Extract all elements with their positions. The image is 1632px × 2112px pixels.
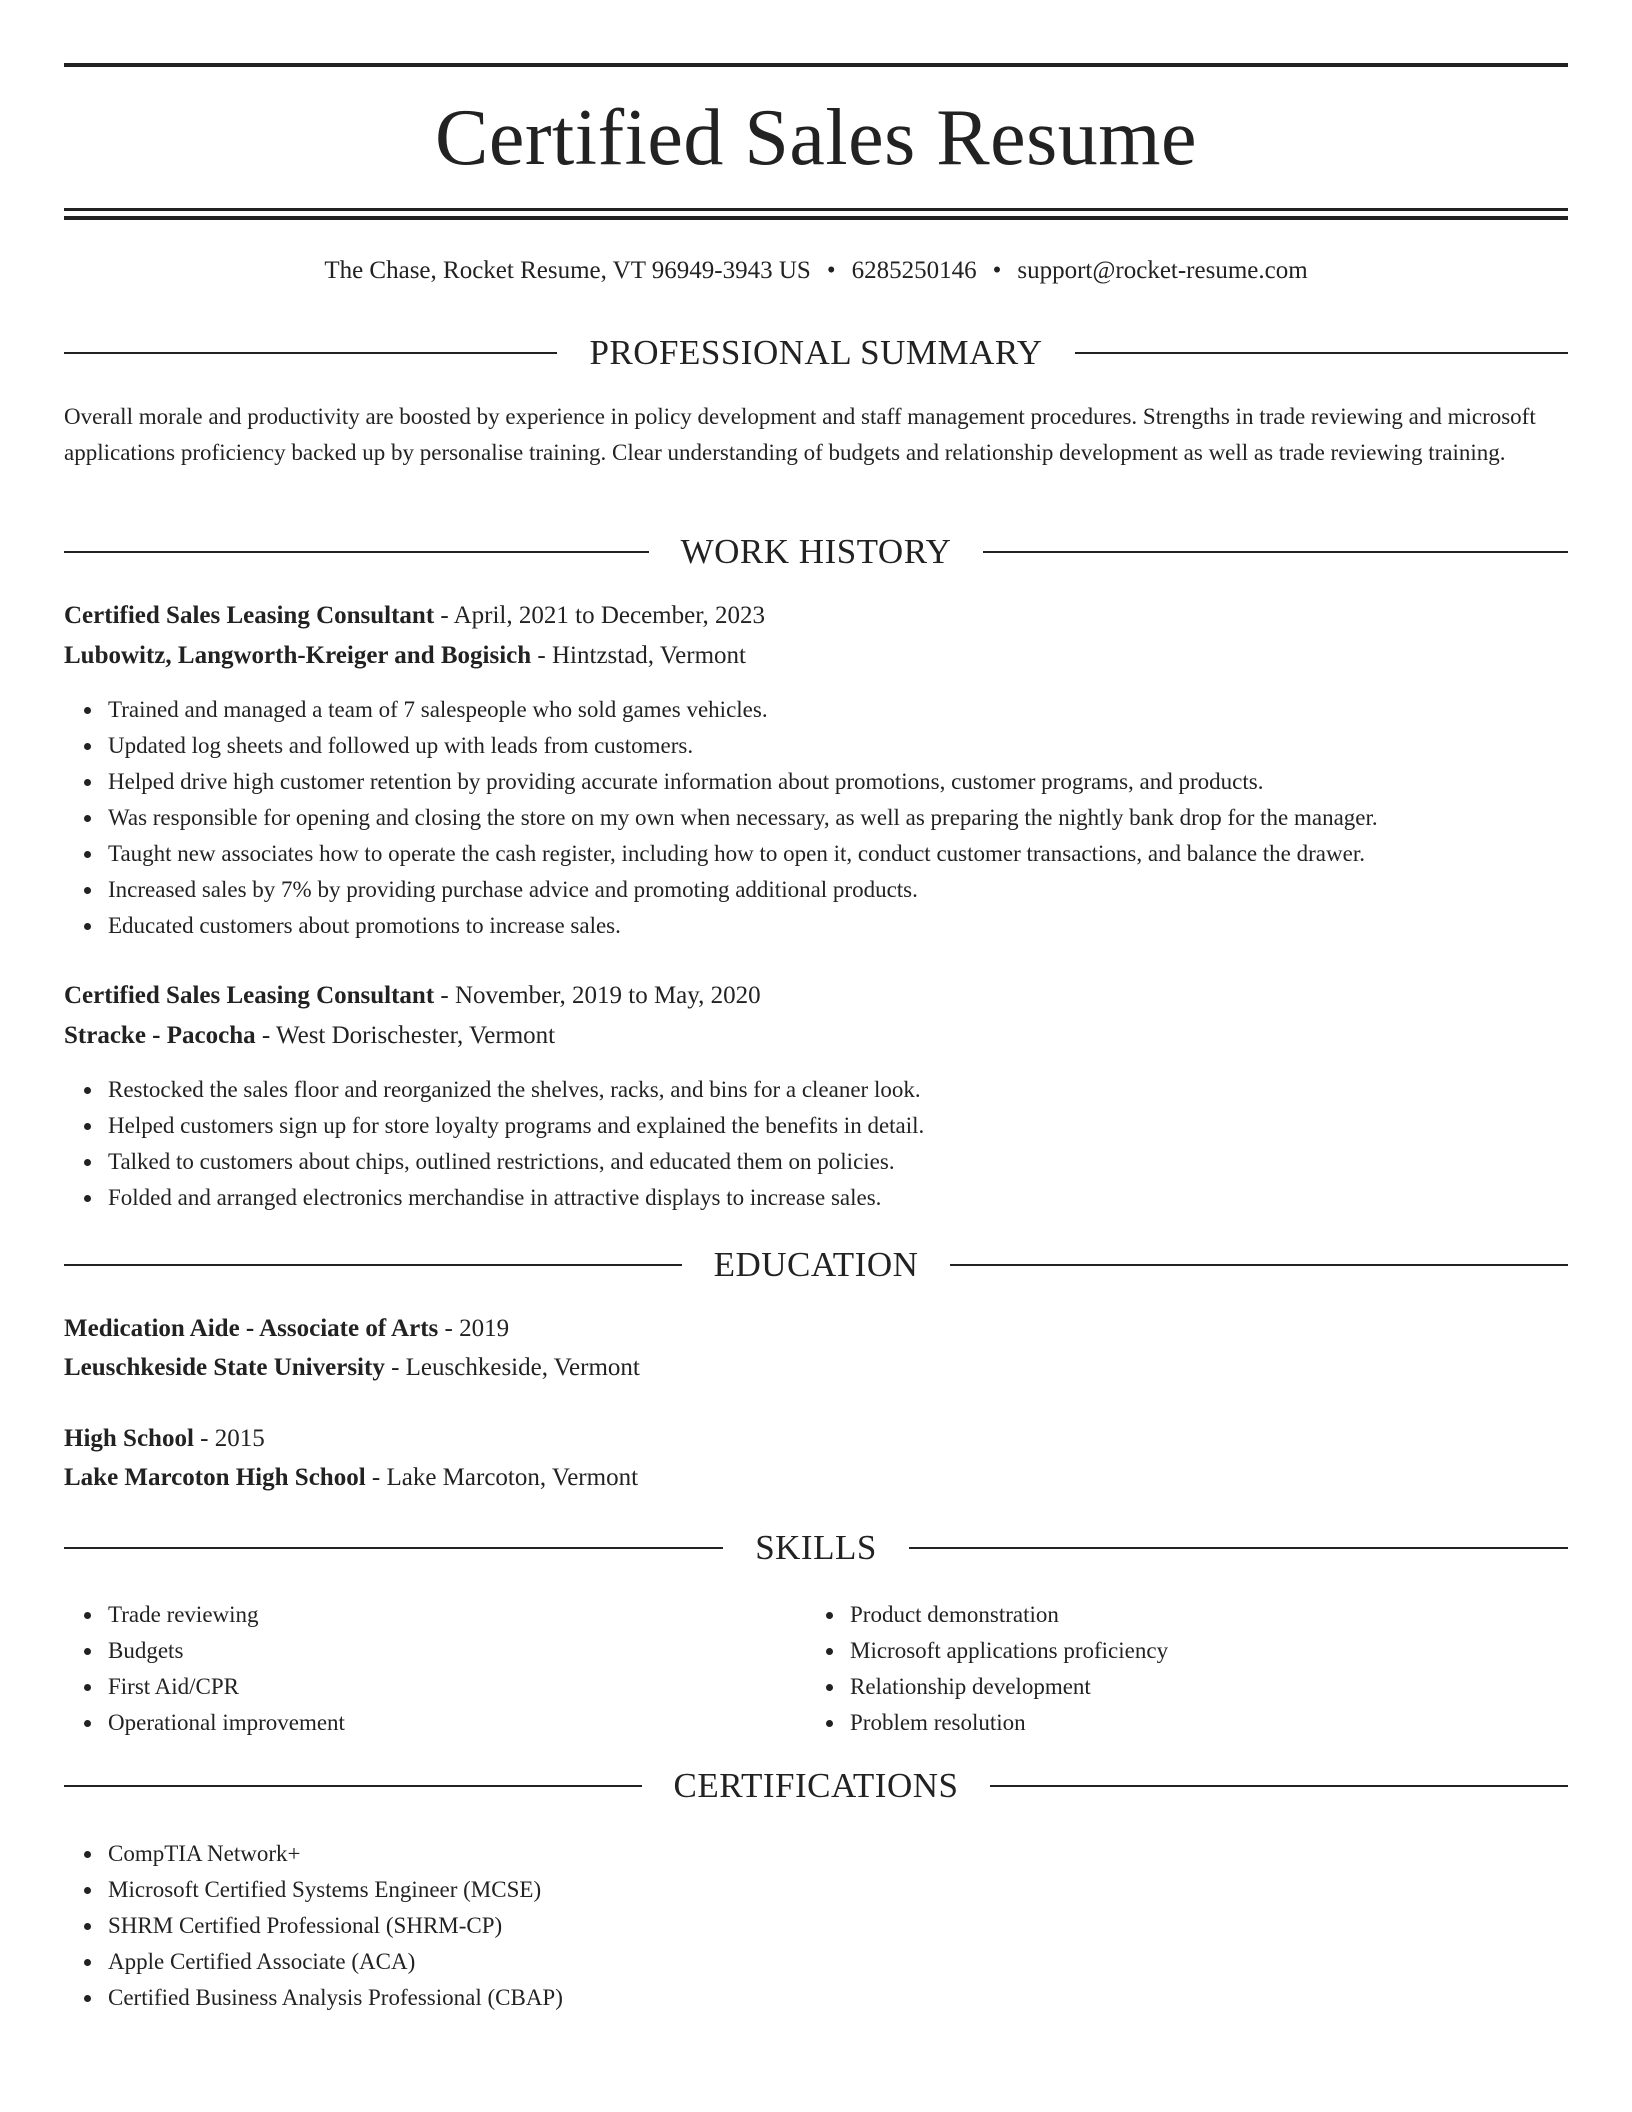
- contact-email: support@rocket-resume.com: [1017, 257, 1308, 284]
- resume-title: Certified Sales Resume: [435, 94, 1197, 182]
- job-bullet: Helped customers sign up for store loyalty programs and explained the benefits in detail.: [108, 1108, 924, 1144]
- job-company-line: [64, 637, 1568, 675]
- heading-rule: [64, 551, 649, 553]
- title-rule-lower: [64, 216, 1568, 220]
- contact-phone: 6285250146: [851, 257, 977, 284]
- heading-rule: [64, 1547, 723, 1549]
- skill-item: First Aid/CPR: [108, 1669, 345, 1705]
- job-bullet: Helped drive high customer retention by providing accurate information about promotions, customer programs, and products.: [108, 764, 1378, 800]
- job-bullets: [64, 1072, 924, 1216]
- job-location: - Hintzstad, Vermont: [531, 642, 746, 669]
- skills-list-left: [64, 1597, 345, 1741]
- job-bullet: Taught new associates how to operate the cash register, including how to open it, conduct customer transactions, and balance the drawer.: [108, 836, 1378, 872]
- job-bullet: Trained and managed a team of 7 salespeople who sold games vehicles.: [108, 692, 1378, 728]
- contact-line: [64, 253, 1568, 289]
- job-bullet: Increased sales by 7% by providing purchase advice and promoting additional products.: [108, 872, 1378, 908]
- education-degree-line: [64, 1310, 1568, 1348]
- heading-rule: [1075, 352, 1568, 354]
- certifications-list: [64, 1836, 563, 2016]
- skills-list-right: [806, 1597, 1168, 1741]
- certification-item: SHRM Certified Professional (SHRM-CP): [108, 1908, 563, 1944]
- section-title: PROFESSIONAL SUMMARY: [589, 333, 1043, 372]
- skill-item: Operational improvement: [108, 1705, 345, 1741]
- title-rule-upper: [64, 208, 1568, 211]
- section-heading-education: [64, 1243, 1568, 1287]
- section-title: WORK HISTORY: [680, 532, 952, 571]
- job-bullets: [64, 692, 1378, 944]
- job-title-line: [64, 597, 1568, 635]
- job-company-line: [64, 1017, 1568, 1055]
- heading-rule: [64, 1785, 642, 1787]
- job-bullet: Folded and arranged electronics merchandise in attractive displays to increase sales.: [108, 1180, 924, 1216]
- skill-item: Microsoft applications proficiency: [850, 1633, 1168, 1669]
- job-bullet: Educated customers about promotions to increase sales.: [108, 908, 1378, 944]
- job-title: Certified Sales Leasing Consultant: [64, 982, 435, 1009]
- heading-rule: [950, 1264, 1568, 1266]
- education-location: - Lake Marcoton, Vermont: [365, 1464, 639, 1491]
- section-heading-certifications: [64, 1764, 1568, 1808]
- certification-item: Apple Certified Associate (ACA): [108, 1944, 563, 1980]
- job-dates: - November, 2019 to May, 2020: [434, 982, 761, 1009]
- top-rule: [64, 63, 1568, 67]
- contact-separator: •: [992, 257, 1002, 284]
- section-heading-work-history: [64, 530, 1568, 574]
- education-school: Leuschkeside State University: [64, 1354, 385, 1381]
- skill-item: Problem resolution: [850, 1705, 1168, 1741]
- job-bullet: Updated log sheets and followed up with leads from customers.: [108, 728, 1378, 764]
- heading-rule: [64, 352, 557, 354]
- job-title: Certified Sales Leasing Consultant: [64, 602, 435, 629]
- skill-item: Trade reviewing: [108, 1597, 345, 1633]
- job-company: Lubowitz, Langworth-Kreiger and Bogisich: [64, 642, 532, 669]
- education-year: - 2015: [193, 1425, 265, 1452]
- job-bullet: Restocked the sales floor and reorganized the shelves, racks, and bins for a cleaner look.: [108, 1072, 924, 1108]
- certification-item: CompTIA Network+: [108, 1836, 563, 1872]
- heading-rule: [983, 551, 1568, 553]
- heading-rule: [909, 1547, 1568, 1549]
- skill-item: Budgets: [108, 1633, 345, 1669]
- contact-separator: •: [826, 257, 836, 284]
- heading-rule: [990, 1785, 1568, 1787]
- job-location: - West Dorischester, Vermont: [255, 1022, 556, 1049]
- job-title-line: [64, 977, 1568, 1015]
- education-location: - Leuschkeside, Vermont: [384, 1354, 640, 1381]
- section-title: SKILLS: [755, 1528, 877, 1567]
- job-bullet: Talked to customers about chips, outlined restrictions, and educated them on policies.: [108, 1144, 924, 1180]
- education-school-line: [64, 1459, 1568, 1497]
- summary-text: Overall morale and productivity are boosted by experience in policy development and staff management procedures. Strengths in trade reviewing and microsoft applications proficiency backed up by personalise training. Clear understanding of budgets and relationship development as well as trade reviewing training.: [64, 404, 1536, 465]
- job-company: Stracke - Pacocha: [64, 1022, 256, 1049]
- certification-item: Microsoft Certified Systems Engineer (MCSE): [108, 1872, 563, 1908]
- section-heading-summary: [64, 331, 1568, 375]
- education-degree-line: [64, 1420, 1568, 1458]
- education-school: Lake Marcoton High School: [64, 1464, 366, 1491]
- section-title: CERTIFICATIONS: [673, 1766, 959, 1805]
- certification-item: Certified Business Analysis Professional (CBAP): [108, 1980, 563, 2016]
- education-school-line: [64, 1349, 1568, 1387]
- education-degree: High School: [64, 1425, 194, 1452]
- skill-item: Relationship development: [850, 1669, 1168, 1705]
- job-dates: - April, 2021 to December, 2023: [434, 602, 766, 629]
- heading-rule: [64, 1264, 682, 1266]
- section-title: EDUCATION: [713, 1245, 919, 1284]
- section-heading-skills: [64, 1526, 1568, 1570]
- education-degree: Medication Aide - Associate of Arts: [64, 1315, 439, 1342]
- education-year: - 2019: [438, 1315, 510, 1342]
- contact-address: The Chase, Rocket Resume, VT 96949-3943 US: [324, 257, 811, 284]
- job-bullet: Was responsible for opening and closing the store on my own when necessary, as well as preparing the nightly bank drop for the manager.: [108, 800, 1378, 836]
- skill-item: Product demonstration: [850, 1597, 1168, 1633]
